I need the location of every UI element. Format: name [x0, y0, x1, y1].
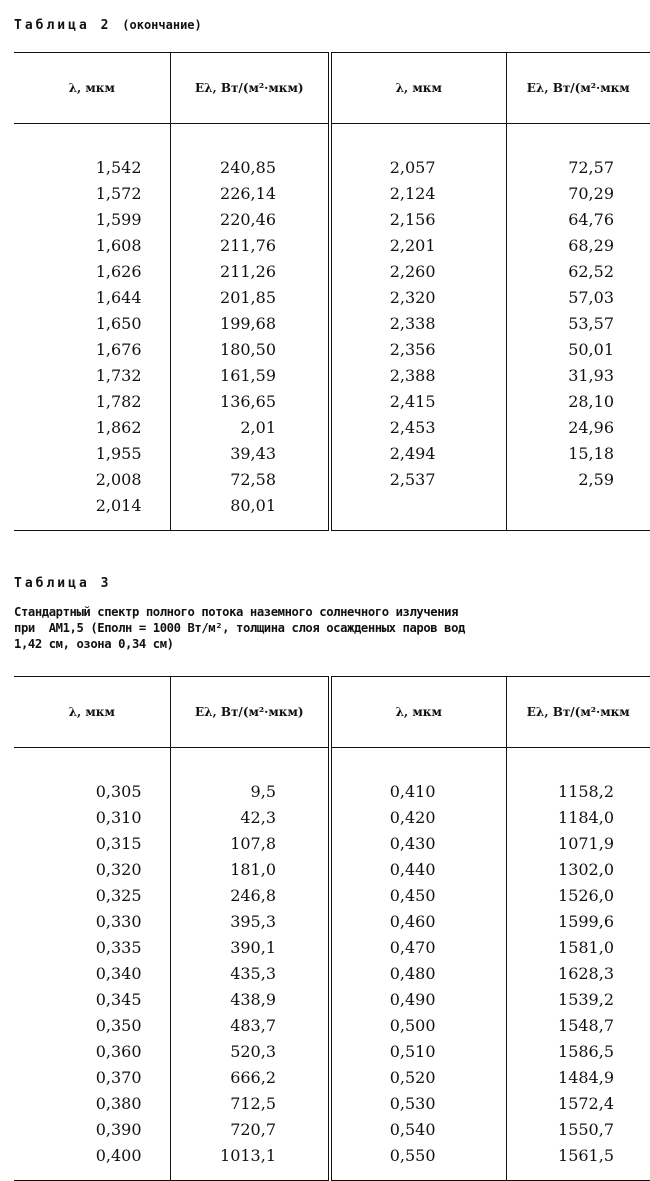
spacer-row — [14, 748, 650, 779]
wavelength-cell: 0,340 — [14, 960, 170, 986]
irradiance-cell: 72,57 — [568, 157, 614, 177]
irradiance-cell: 9,5 — [170, 778, 330, 804]
wavelength-cell: 1,644 — [14, 284, 170, 310]
wavelength-cell: 2,453 — [330, 414, 506, 440]
wavelength-cell: 0,360 — [14, 1038, 170, 1064]
wavelength-cell: 0,550 — [330, 1142, 506, 1168]
irradiance-cell: 70,29 — [568, 183, 614, 203]
wavelength-cell: 0,345 — [14, 986, 170, 1012]
wavelength-cell: 0,470 — [330, 934, 506, 960]
wavelength-cell: 1,650 — [14, 310, 170, 336]
wavelength-cell — [330, 492, 506, 518]
table-header-row — [14, 677, 650, 748]
irradiance-cell: 24,96 — [568, 417, 614, 437]
header-irradiance: Eλ, Вт/(м²·мкм) — [170, 53, 330, 124]
wavelength-cell: 0,440 — [330, 856, 506, 882]
irradiance-cell: 1561,5 — [558, 1145, 614, 1165]
table2-caption-note: (окончание) — [122, 18, 202, 32]
wavelength-cell: 1,782 — [14, 388, 170, 414]
table-row — [14, 1038, 650, 1064]
wavelength-cell: 1,955 — [14, 440, 170, 466]
irradiance-cell: 483,7 — [170, 1012, 330, 1038]
irradiance-cell: 720,7 — [170, 1116, 330, 1142]
irradiance-cell: 64,76 — [568, 209, 614, 229]
irradiance-cell: 50,01 — [568, 339, 614, 359]
header-wavelength: λ, мкм — [14, 677, 170, 748]
irradiance-cell: 1071,9 — [558, 833, 614, 853]
table2-caption-title: Таблица 2 — [14, 18, 112, 33]
wavelength-cell: 0,335 — [14, 934, 170, 960]
wavelength-cell: 0,500 — [330, 1012, 506, 1038]
table-row — [14, 362, 650, 388]
table-row — [14, 492, 650, 518]
table3-description — [14, 604, 650, 652]
wavelength-cell: 0,305 — [14, 778, 170, 804]
table-row — [14, 882, 650, 908]
wavelength-cell: 2,338 — [330, 310, 506, 336]
irradiance-cell: 180,50 — [170, 336, 330, 362]
irradiance-cell: 1158,2 — [558, 781, 614, 801]
irradiance-cell: 1302,0 — [558, 859, 614, 879]
wavelength-cell: 2,156 — [330, 206, 506, 232]
wavelength-cell: 1,599 — [14, 206, 170, 232]
irradiance-cell: 2,01 — [170, 414, 330, 440]
wavelength-cell: 2,008 — [14, 466, 170, 492]
wavelength-cell: 0,510 — [330, 1038, 506, 1064]
irradiance-cell: 2,59 — [578, 469, 614, 489]
irradiance-cell: 246,8 — [170, 882, 330, 908]
irradiance-cell: 181,0 — [170, 856, 330, 882]
table-row — [14, 908, 650, 934]
irradiance-cell: 1184,0 — [558, 807, 614, 827]
irradiance-cell: 68,29 — [568, 235, 614, 255]
table-row — [14, 154, 650, 180]
irradiance-cell: 395,3 — [170, 908, 330, 934]
wavelength-cell: 1,542 — [14, 154, 170, 180]
table-row — [14, 310, 650, 336]
irradiance-cell: 1539,2 — [558, 989, 614, 1009]
table2-caption — [14, 18, 202, 33]
description-line: при AM1,5 (Eполн = 1000 Вт/м², толщина слоя осажденных паров вод — [14, 621, 465, 635]
irradiance-cell: 39,43 — [170, 440, 330, 466]
header-irradiance: Eλ, Вт/(м²·мкм — [526, 705, 630, 719]
wavelength-cell: 0,380 — [14, 1090, 170, 1116]
irradiance-cell: 107,8 — [170, 830, 330, 856]
table-row — [14, 414, 650, 440]
irradiance-cell: 201,85 — [170, 284, 330, 310]
irradiance-cell: 62,52 — [568, 261, 614, 281]
table-row — [14, 206, 650, 232]
irradiance-cell: 1526,0 — [558, 885, 614, 905]
irradiance-cell: 1013,1 — [170, 1142, 330, 1168]
irradiance-cell: 390,1 — [170, 934, 330, 960]
table-2 — [14, 52, 650, 531]
table-row — [14, 986, 650, 1012]
irradiance-cell: 226,14 — [170, 180, 330, 206]
header-irradiance: Eλ, Вт/(м²·мкм) — [170, 677, 330, 748]
wavelength-cell: 0,325 — [14, 882, 170, 908]
description-line: Стандартный спектр полного потока наземного солнечного излучения — [14, 605, 458, 619]
table-row — [14, 284, 650, 310]
irradiance-cell: 72,58 — [170, 466, 330, 492]
header-irradiance: Eλ, Вт/(м²·мкм — [526, 81, 630, 95]
irradiance-cell: 435,3 — [170, 960, 330, 986]
wavelength-cell: 0,520 — [330, 1064, 506, 1090]
irradiance-cell: 1550,7 — [558, 1119, 614, 1139]
wavelength-cell: 2,388 — [330, 362, 506, 388]
irradiance-cell: 220,46 — [170, 206, 330, 232]
header-wavelength: λ, мкм — [330, 677, 506, 748]
wavelength-cell: 0,540 — [330, 1116, 506, 1142]
wavelength-cell: 2,320 — [330, 284, 506, 310]
wavelength-cell: 1,626 — [14, 258, 170, 284]
table-row — [14, 1090, 650, 1116]
wavelength-cell: 2,415 — [330, 388, 506, 414]
table-row — [14, 804, 650, 830]
irradiance-cell: 28,10 — [568, 391, 614, 411]
header-wavelength: λ, мкм — [14, 53, 170, 124]
irradiance-cell: 1599,6 — [558, 911, 614, 931]
table-3 — [14, 676, 650, 1181]
wavelength-cell: 0,350 — [14, 1012, 170, 1038]
header-wavelength: λ, мкм — [330, 53, 506, 124]
table-row — [14, 466, 650, 492]
table-row — [14, 1116, 650, 1142]
wavelength-cell: 2,260 — [330, 258, 506, 284]
wavelength-cell: 0,490 — [330, 986, 506, 1012]
wavelength-cell: 0,330 — [14, 908, 170, 934]
wavelength-cell: 0,400 — [14, 1142, 170, 1168]
wavelength-cell: 0,320 — [14, 856, 170, 882]
irradiance-cell: 1581,0 — [558, 937, 614, 957]
irradiance-cell: 211,76 — [170, 232, 330, 258]
spacer-row — [14, 124, 650, 155]
table-header-row — [14, 53, 650, 124]
table-row — [14, 440, 650, 466]
wavelength-cell: 0,390 — [14, 1116, 170, 1142]
table-row — [14, 180, 650, 206]
table-row — [14, 232, 650, 258]
wavelength-cell: 2,537 — [330, 466, 506, 492]
wavelength-cell: 0,420 — [330, 804, 506, 830]
table-row — [14, 1142, 650, 1168]
wavelength-cell: 0,410 — [330, 778, 506, 804]
irradiance-cell: 1548,7 — [558, 1015, 614, 1035]
irradiance-cell: 1484,9 — [558, 1067, 614, 1087]
table-row — [14, 258, 650, 284]
wavelength-cell: 0,450 — [330, 882, 506, 908]
irradiance-cell: 15,18 — [568, 443, 614, 463]
irradiance-cell: 136,65 — [170, 388, 330, 414]
irradiance-cell: 666,2 — [170, 1064, 330, 1090]
table-row — [14, 830, 650, 856]
table3-caption — [14, 576, 111, 591]
wavelength-cell: 0,315 — [14, 830, 170, 856]
table-row — [14, 960, 650, 986]
wavelength-cell: 2,201 — [330, 232, 506, 258]
wavelength-cell: 2,356 — [330, 336, 506, 362]
irradiance-cell: 80,01 — [170, 492, 330, 518]
table-body — [14, 748, 650, 1181]
table-row — [14, 388, 650, 414]
wavelength-cell: 1,572 — [14, 180, 170, 206]
wavelength-cell: 0,430 — [330, 830, 506, 856]
wavelength-cell: 2,014 — [14, 492, 170, 518]
wavelength-cell: 1,676 — [14, 336, 170, 362]
spacer-row — [14, 1168, 650, 1181]
irradiance-cell: 438,9 — [170, 986, 330, 1012]
irradiance-cell: 1572,4 — [558, 1093, 614, 1113]
table3-caption-title: Таблица 3 — [14, 576, 112, 591]
irradiance-cell: 1586,5 — [558, 1041, 614, 1061]
irradiance-cell: 53,57 — [568, 313, 614, 333]
table-row — [14, 934, 650, 960]
wavelength-cell: 2,124 — [330, 180, 506, 206]
irradiance-cell: 161,59 — [170, 362, 330, 388]
irradiance-cell: 199,68 — [170, 310, 330, 336]
description-line: 1,42 см, озона 0,34 см) — [14, 637, 174, 651]
wavelength-cell: 0,370 — [14, 1064, 170, 1090]
wavelength-cell: 1,732 — [14, 362, 170, 388]
irradiance-cell: 211,26 — [170, 258, 330, 284]
wavelength-cell: 1,608 — [14, 232, 170, 258]
irradiance-cell: 57,03 — [568, 287, 614, 307]
table-row — [14, 1012, 650, 1038]
wavelength-cell: 0,480 — [330, 960, 506, 986]
wavelength-cell: 2,494 — [330, 440, 506, 466]
spacer-row — [14, 518, 650, 531]
wavelength-cell: 0,460 — [330, 908, 506, 934]
irradiance-cell: 31,93 — [568, 365, 614, 385]
table-body — [14, 124, 650, 531]
wavelength-cell: 0,530 — [330, 1090, 506, 1116]
table-row — [14, 856, 650, 882]
irradiance-cell: 1628,3 — [558, 963, 614, 983]
irradiance-cell: 42,3 — [170, 804, 330, 830]
wavelength-cell: 2,057 — [330, 154, 506, 180]
irradiance-cell: 520,3 — [170, 1038, 330, 1064]
irradiance-cell: 712,5 — [170, 1090, 330, 1116]
table-row — [14, 336, 650, 362]
irradiance-cell: 240,85 — [170, 154, 330, 180]
table-row — [14, 1064, 650, 1090]
wavelength-cell: 0,310 — [14, 804, 170, 830]
wavelength-cell: 1,862 — [14, 414, 170, 440]
table-row — [14, 778, 650, 804]
irradiance-cell — [506, 492, 650, 518]
